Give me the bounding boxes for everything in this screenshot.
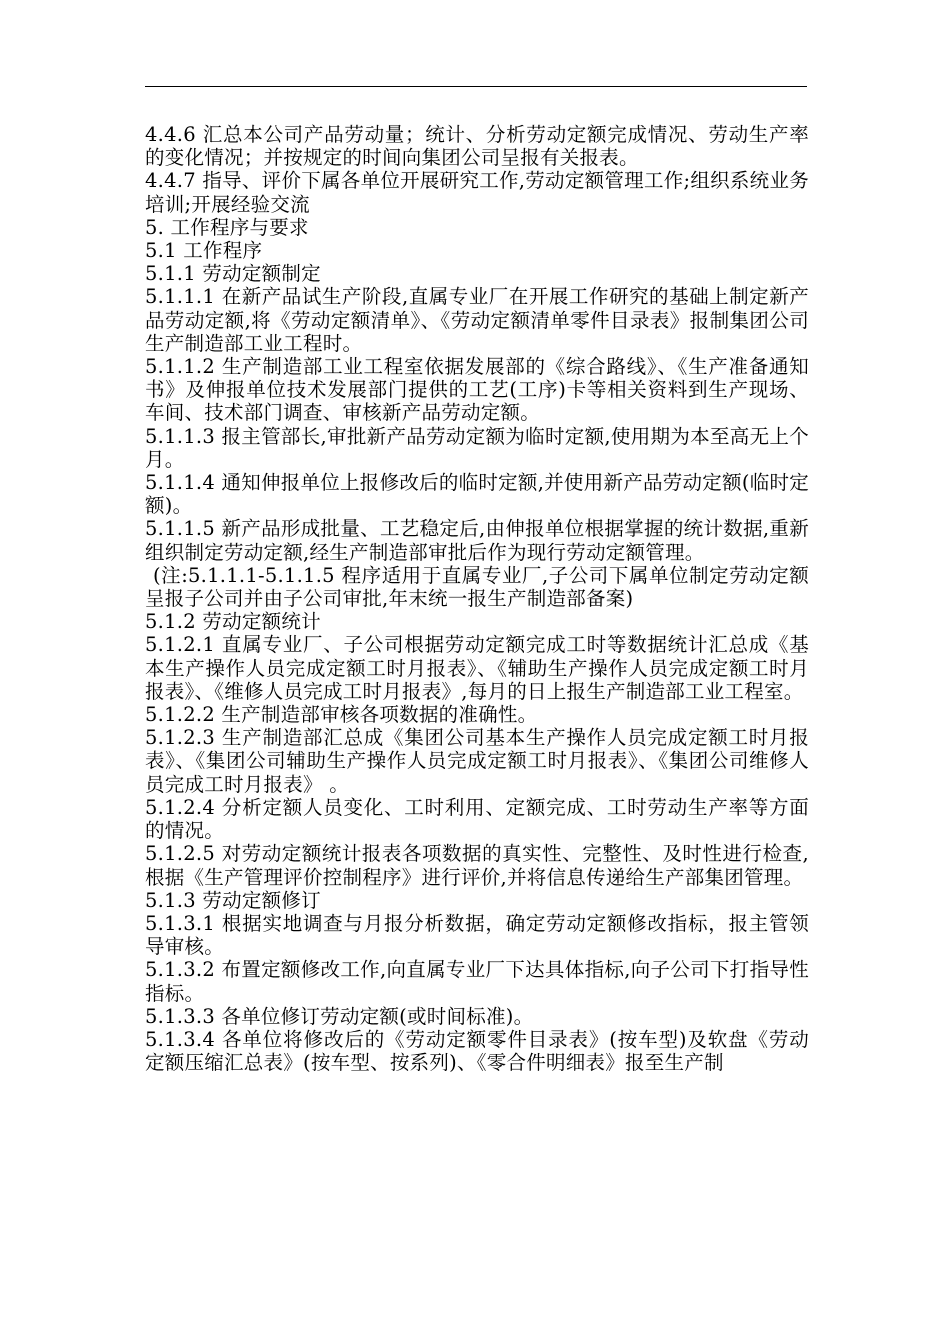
paragraph-5-1-1-3: 5.1.1.3 报主管部长,审批新产品劳动定额为临时定额,使用期为本至高无上个月。 [145,424,809,471]
paragraph-5-1-3-1: 5.1.3.1 根据实地调查与月报分析数据，确定劳动定额修改指标，报主管领导审核。 [145,911,809,959]
paragraph-5-1-2-1: 5.1.2.1 直属专业厂、子公司根据劳动定额完成工时等数据统计汇总成《基本生产操作人员完成定额工时月报表》、《辅助生产操作人员完成定额工时月报表》、《维修人员完成工时月报表》,每月的日上报生产制造部工业工程室。 [145,633,809,703]
paragraph-4-4-7: 4.4.7 指导、评价下属各单位开展研究工作,劳动定额管理工作;组织系统业务培训;开展经验交流 [145,169,809,216]
paragraph-5-1-2-3: 5.1.2.3 生产制造部汇总成《集团公司基本生产操作人员完成定额工时月报表》、《集团公司辅助生产操作人员完成定额工时月报表》、《集团公司维修人员完成工时月报表》 。 [145,726,809,796]
section-heading-5-1: 5.1 工作程序 [145,239,263,263]
paragraph-5-1-3-3: 5.1.3.3 各单位修订劳动定额(或时间标准)。 [145,1004,534,1028]
header-rule [145,86,807,87]
paragraph-5-1-1-1: 5.1.1.1 在新产品试生产阶段,直属专业厂在开展工作研究的基础上制定新产品劳动定额,将《劳动定额清单》、《劳动定额清单零件目录表》报制集团公司生产制造部工业工程时。 [145,285,809,355]
section-heading-5-1-2: 5.1.2 劳动定额统计 [145,610,321,634]
paragraph-5-1-3-4: 5.1.3.4 各单位将修改后的《劳动定额零件目录表》(按车型)及软盘《劳动定额压缩汇总表》(按车型、按系列)、《零合件明细表》报至生产制 [145,1027,809,1075]
paragraph-5-1-2-2: 5.1.2.2 生产制造部审核各项数据的准确性。 [145,703,538,727]
paragraph-5-1-2-4: 5.1.2.4 分析定额人员变化、工时利用、定额完成、工时劳动生产率等方面的情况。 [145,795,809,843]
paragraph-5-1-1-2: 5.1.1.2 生产制造部工业工程室依据发展部的《综合路线》、《生产准备通知书》及伸报单位技术发展部门提供的工艺(工序)卡等相关资料到生产现场、车间、技术部门调查、审核新产品劳动定额。 [145,355,809,425]
paragraph-5-1-3-2: 5.1.3.2 布置定额修改工作,向直属专业厂下达具体指标,向子公司下打指导性指标。 [145,958,809,1005]
note-paragraph: (注:5.1.1.1-5.1.1.5 程序适用于直属专业厂,子公司下属单位制定劳动定额呈报子公司并由子公司审批,年末统一报生产制造部备案) [145,563,809,611]
paragraph-5-1-2-5: 5.1.2.5 对劳动定额统计报表各项数据的真实性、完整性、及时性进行检查,根据《生产管理评价控制程序》进行评价,并将信息传递给生产部集团管理。 [145,842,809,889]
paragraph-5-1-1-5: 5.1.1.5 新产品形成批量、工艺稳定后,由伸报单位根据掌握的统计数据,重新组织制定劳动定额,经生产制造部审批后作为现行劳动定额管理。 [145,517,809,564]
section-heading-5-1-1: 5.1.1 劳动定额制定 [145,262,321,286]
document-body [145,123,809,1074]
paragraph-4-4-6: 4.4.6 汇总本公司产品劳动量；统计、分析劳动定额完成情况、劳动生产率的变化情况；并按规定的时间向集团公司呈报有关报表。 [145,123,809,170]
paragraph-5-1-1-4: 5.1.1.4 通知伸报单位上报修改后的临时定额,并使用新产品劳动定额(临时定额)。 [145,471,809,518]
section-heading-5-1-3: 5.1.3 劳动定额修订 [145,888,321,912]
section-heading-5: 5. 工作程序与要求 [145,215,309,239]
